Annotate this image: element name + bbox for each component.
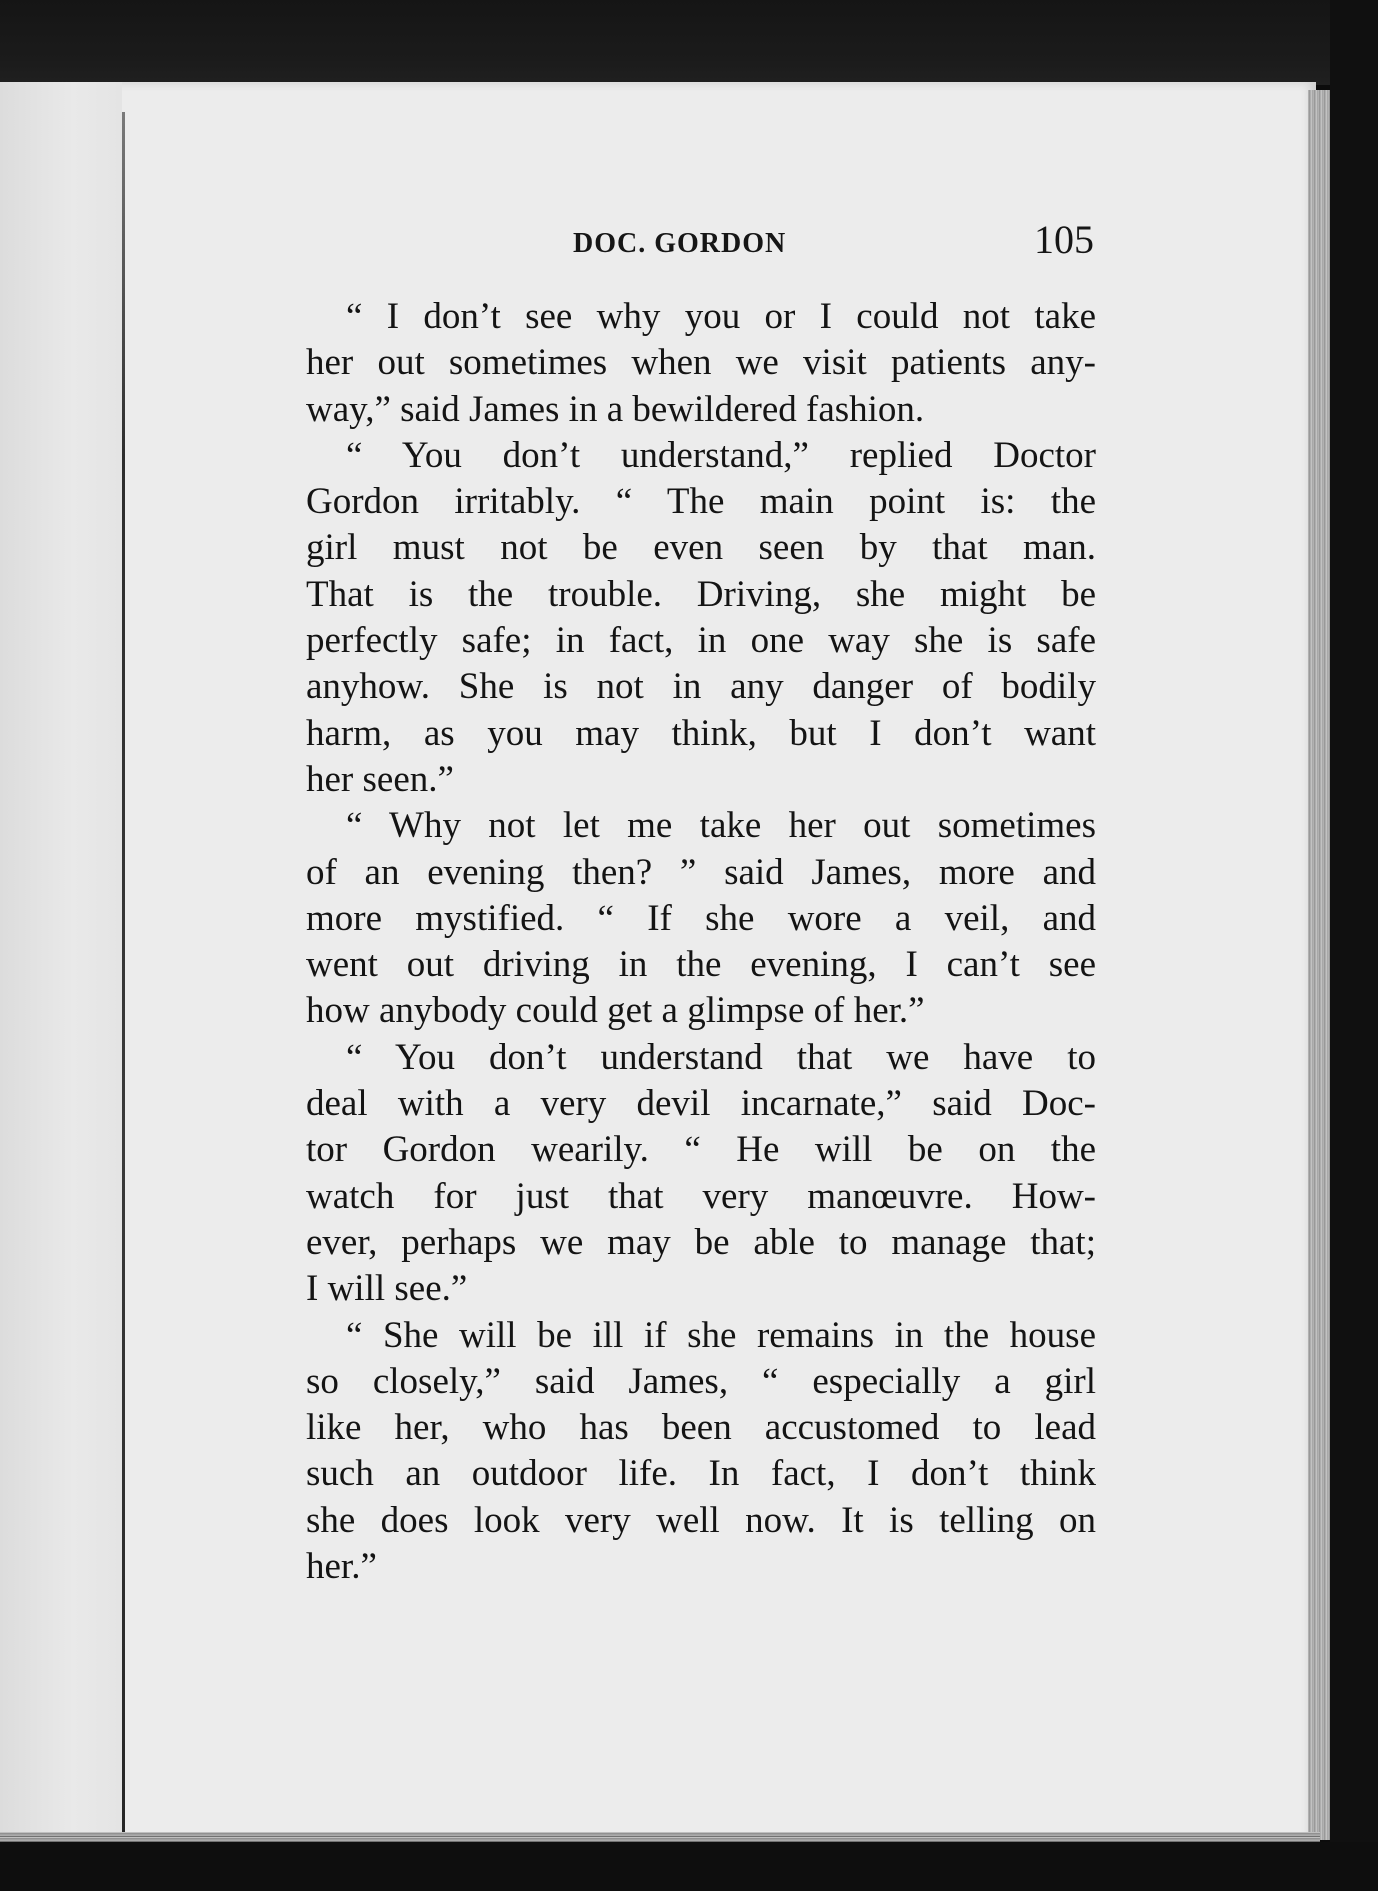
text-line: tor Gordon wearily. “ He will be on the xyxy=(306,1129,1096,1171)
text-line: “ Why not let me take her out sometimes xyxy=(346,805,1096,847)
paragraph xyxy=(266,1035,1096,1313)
paragraph xyxy=(266,433,1096,803)
page-edges xyxy=(1308,90,1330,1840)
text-line: more mystified. “ If she wore a veil, and xyxy=(306,897,1096,939)
page-number: 105 xyxy=(1034,217,1094,262)
text-line: ever, perhaps we may be able to manage that; xyxy=(306,1221,1096,1263)
text-line: way,” said James in a bewildered fashion. xyxy=(306,388,925,430)
running-head xyxy=(268,216,1094,266)
text-line: her seen.” xyxy=(306,758,454,800)
scan-bottom-border xyxy=(0,1842,1378,1891)
text-line: girl must not be even seen by that man. xyxy=(306,527,1096,569)
text-line: “ She will be ill if she remains in the house xyxy=(346,1314,1096,1356)
text-line: perfectly safe; in fact, in one way she is safe xyxy=(306,620,1096,662)
text-line: That is the trouble. Driving, she might be xyxy=(306,573,1096,615)
text-line: she does look very well now. It is telling on xyxy=(306,1499,1096,1541)
text-line: like her, who has been accustomed to lead xyxy=(306,1407,1096,1449)
paragraph xyxy=(266,294,1096,433)
scan-right-border xyxy=(1330,0,1378,1891)
text-line: “ You don’t understand that we have to xyxy=(346,1036,1096,1078)
paragraph xyxy=(266,803,1096,1034)
page-gutter xyxy=(0,82,122,1842)
text-line: her.” xyxy=(306,1546,377,1588)
gutter-line xyxy=(122,112,125,1832)
text-line: Gordon irritably. “ The main point is: the xyxy=(306,481,1096,523)
text-line: deal with a very devil incarnate,” said Doc- xyxy=(306,1083,1096,1125)
running-title: DOC. GORDON xyxy=(573,228,787,259)
text-line: such an outdoor life. In fact, I don’t think xyxy=(306,1453,1096,1495)
text-line: went out driving in the evening, I can’t see xyxy=(306,944,1096,986)
text-line: harm, as you may think, but I don’t want xyxy=(306,712,1096,754)
body-text xyxy=(266,294,1096,1590)
text-line: watch for just that very manœuvre. How- xyxy=(306,1175,1096,1217)
paragraph xyxy=(266,1313,1096,1591)
text-line: anyhow. She is not in any danger of bodily xyxy=(306,666,1096,708)
text-line: “ I don’t see why you or I could not take xyxy=(346,296,1096,337)
text-line: her out sometimes when we visit patients any- xyxy=(306,342,1096,384)
text-line: “ You don’t understand,” replied Doctor xyxy=(346,434,1096,476)
text-line: so closely,” said James, “ especially a girl xyxy=(306,1360,1096,1402)
text-line: I will see.” xyxy=(306,1268,468,1310)
text-line: how anybody could get a glimpse of her.” xyxy=(306,990,925,1032)
scan-top-border xyxy=(0,0,1378,85)
text-line: of an evening then? ” said James, more and xyxy=(306,851,1096,893)
